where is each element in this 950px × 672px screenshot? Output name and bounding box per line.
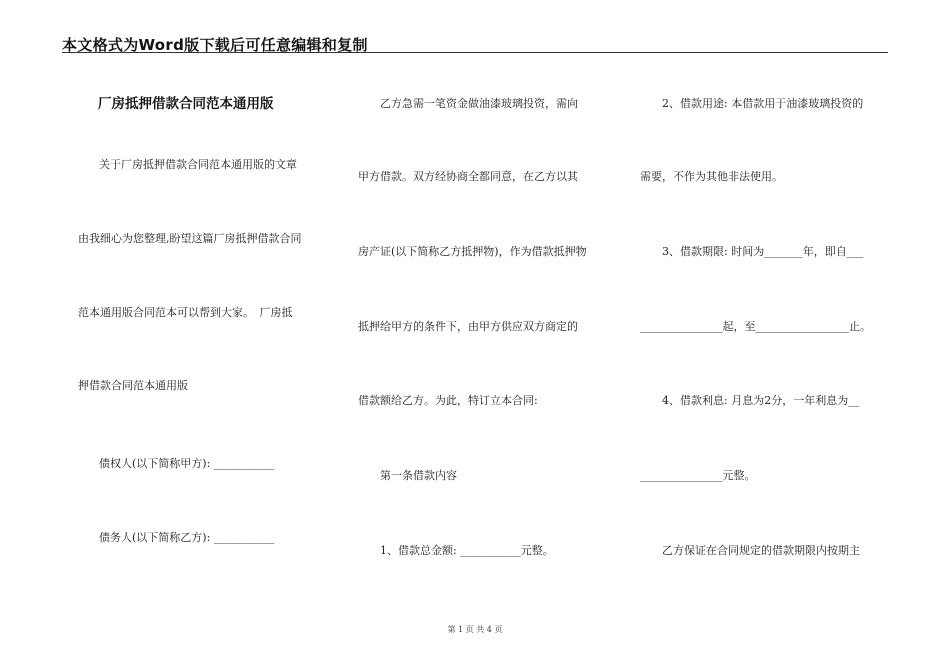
header-divider: [62, 52, 888, 53]
debtor-field: 债务人(以下简称乙方): ___________: [99, 531, 275, 544]
loan-term-dates: _______________起，至_________________止。: [640, 320, 871, 333]
paragraph-line: 房产证(以下简称乙方抵押物)，作为借款抵押物: [358, 245, 587, 258]
paragraph-line: 借款额给乙方。为此，特订立本合同:: [358, 394, 538, 407]
paragraph-line: 2、借款用途: 本借款用于油漆玻璃投资的: [662, 97, 864, 110]
loan-term-field: 3、借款期限: 时间为_______年，即自___: [662, 245, 864, 258]
paragraph-line: 押借款合同范本通用版: [78, 379, 188, 392]
document-header: 本文格式为Word版下载后可任意编辑和复制: [62, 36, 368, 54]
paragraph-line: 范本通用版合同范本可以帮到大家。 厂房抵: [78, 306, 293, 319]
paragraph-line: 需要，不作为其他非法使用。: [640, 170, 783, 183]
loan-amount-field: 1、借款总金额: ___________元整。: [380, 544, 554, 557]
loan-interest-field: 4、借款利息: 月息为2分，一年利息为__: [662, 394, 860, 407]
paragraph-line: 由我细心为您整理,盼望这篇厂房抵押借款合同: [78, 232, 302, 245]
page-number: 第 1 页 共 4 页: [447, 625, 503, 634]
paragraph-line: 关于厂房抵押借款合同范本通用版的文章: [99, 158, 297, 171]
paragraph-line: 甲方借款。双方经协商全都同意，在乙方以其: [358, 170, 578, 183]
creditor-field: 债权人(以下简称甲方): ___________: [99, 457, 275, 470]
paragraph-line: 抵押给甲方的条件下，由甲方供应双方商定的: [358, 320, 578, 333]
paragraph-line: 乙方急需一笔资金做油漆玻璃投资，需向: [380, 97, 578, 110]
interest-amount-field: _______________元整。: [640, 469, 756, 482]
contract-title: 厂房抵押借款合同范本通用版: [98, 96, 274, 112]
paragraph-line: 乙方保证在合同规定的借款期限内按期主: [662, 544, 860, 557]
section-heading: 第一条借款内容: [380, 469, 457, 482]
